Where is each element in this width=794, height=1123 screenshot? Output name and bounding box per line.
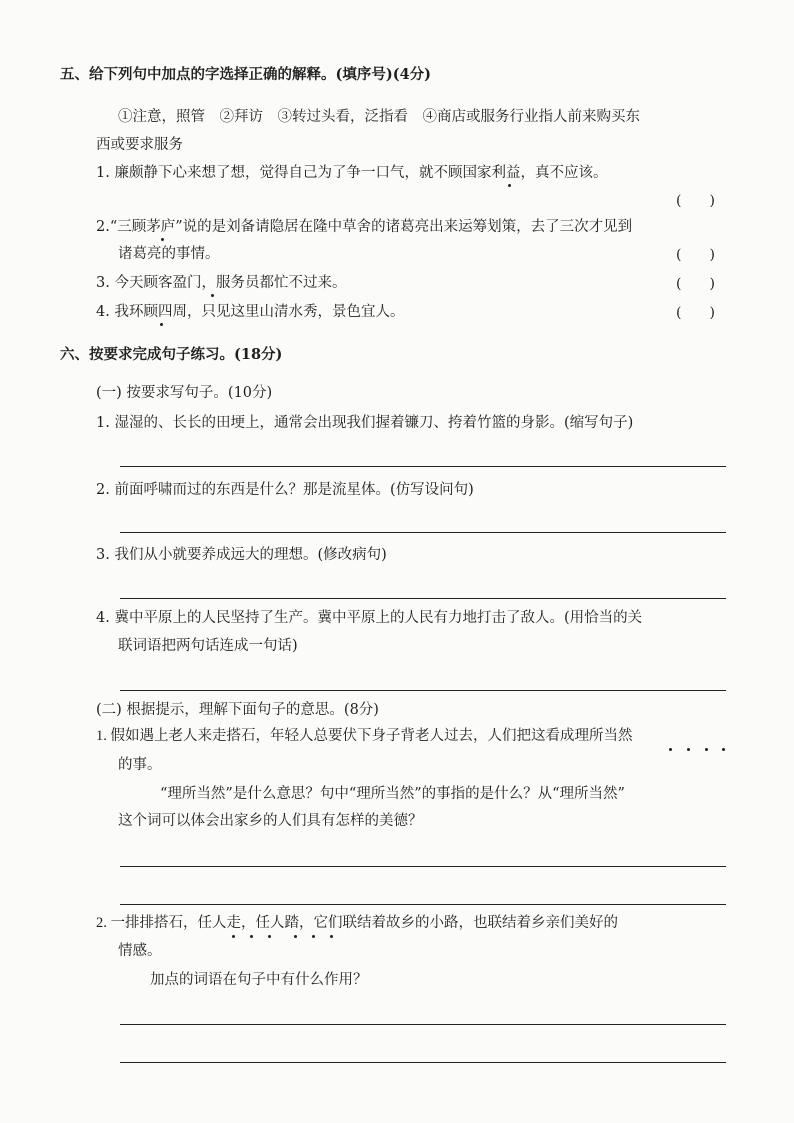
answer-line[interactable] <box>120 466 726 467</box>
part1-q4-line2: 联词语把两句话连成一句话) <box>118 638 298 654</box>
section5-options-line1: ①注意，照管 ②拜访 ③转过头看，泛指看 ④商店或服务行业指人前来购买东 <box>118 109 640 125</box>
section5-item-2-cont: 诸葛亮的事情。 <box>118 246 220 262</box>
answer-line[interactable] <box>120 532 726 533</box>
part2-title: (二) 根据提示，理解下面句子的意思。(8分) <box>96 702 379 718</box>
emphasis-dot <box>705 748 708 751</box>
emphasis-dot <box>294 935 297 938</box>
emphasis-dot <box>160 323 163 326</box>
answer-paren-2[interactable]: ( ) <box>676 247 715 263</box>
section6-title: 六、按要求完成句子练习。(18分) <box>60 346 283 363</box>
part2-q1-prompt2: 这个词可以体会出家乡的人们具有怎样的美德？ <box>118 813 423 829</box>
emphasis-dot <box>211 294 214 297</box>
part1-q4-line1: 4. 冀中平原上的人民坚持了生产。冀中平原上的人民有力地打击了敌人。(用恰当的关 <box>96 610 643 626</box>
emphasis-dot <box>722 748 725 751</box>
emphasis-dot <box>268 935 271 938</box>
section5-title: 五、给下列句中加点的字选择正确的解释。(填序号)(4分) <box>60 66 432 83</box>
answer-line[interactable] <box>120 690 726 691</box>
part2-q1-prompt1: “理所当然”是什么意思？句中“理所当然”的事指的是什么？从“理所当然” <box>160 786 625 802</box>
emphasis-dot <box>330 935 333 938</box>
part1-title: (一) 按要求写句子。(10分) <box>96 385 273 401</box>
emphasis-dot <box>508 184 511 187</box>
part1-q2: 2. 前面呼啸而过的东西是什么？那是流星体。(仿写设问句) <box>96 482 474 498</box>
emphasis-dot <box>161 238 164 241</box>
emphasis-dot <box>250 935 253 938</box>
part2-q2-line2: 情感。 <box>118 943 162 959</box>
answer-paren-3[interactable]: ( ) <box>676 276 715 292</box>
answer-line[interactable] <box>120 866 726 867</box>
emphasis-dot <box>312 935 315 938</box>
section5-item-4: 4. 我环顾四周，只见这里山清水秀，景色宜人。 <box>96 304 405 320</box>
part2-q1-line2: 的事。 <box>118 757 162 773</box>
answer-paren-4[interactable]: ( ) <box>676 305 715 321</box>
part2-q2-prompt: 加点的词语在句子中有什么作用？ <box>150 972 368 988</box>
section5-options-line2: 西或要求服务 <box>96 137 183 153</box>
emphasis-dot <box>687 748 690 751</box>
section5-item-1: 1. 廉颇静下心来想了想，觉得自己为了争一口气，就不顾国家利益，真不应该。 <box>96 165 608 181</box>
part2-q2-line1: 2. 一排排搭石，任人走，任人踏，它们联结着故乡的小路，也联结着乡亲们美好的 <box>96 915 618 931</box>
section5-item-3: 3. 今天顾客盈门，服务员都忙不过来。 <box>96 275 347 291</box>
answer-line[interactable] <box>120 1062 726 1063</box>
part1-q1: 1. 湿湿的、长长的田埂上，通常会出现我们握着镰刀、挎着竹篮的身影。(缩写句子) <box>96 415 634 431</box>
answer-line[interactable] <box>120 1024 726 1025</box>
answer-line[interactable] <box>120 598 726 599</box>
answer-line[interactable] <box>120 904 726 905</box>
answer-paren-1[interactable]: ( ) <box>676 193 715 209</box>
emphasis-dot <box>232 935 235 938</box>
section5-item-2: 2.“三顾茅庐”说的是刘备请隐居在隆中草舍的诸葛亮出来运筹划策，去了三次才见到 <box>96 219 633 235</box>
emphasis-dot <box>669 748 672 751</box>
part2-q1-line1: 1. 假如遇上老人来走搭石，年轻人总要伏下身子背老人过去，人们把这看成理所当然 <box>96 728 633 744</box>
part1-q3: 3. 我们从小就要养成远大的理想。(修改病句) <box>96 547 387 563</box>
